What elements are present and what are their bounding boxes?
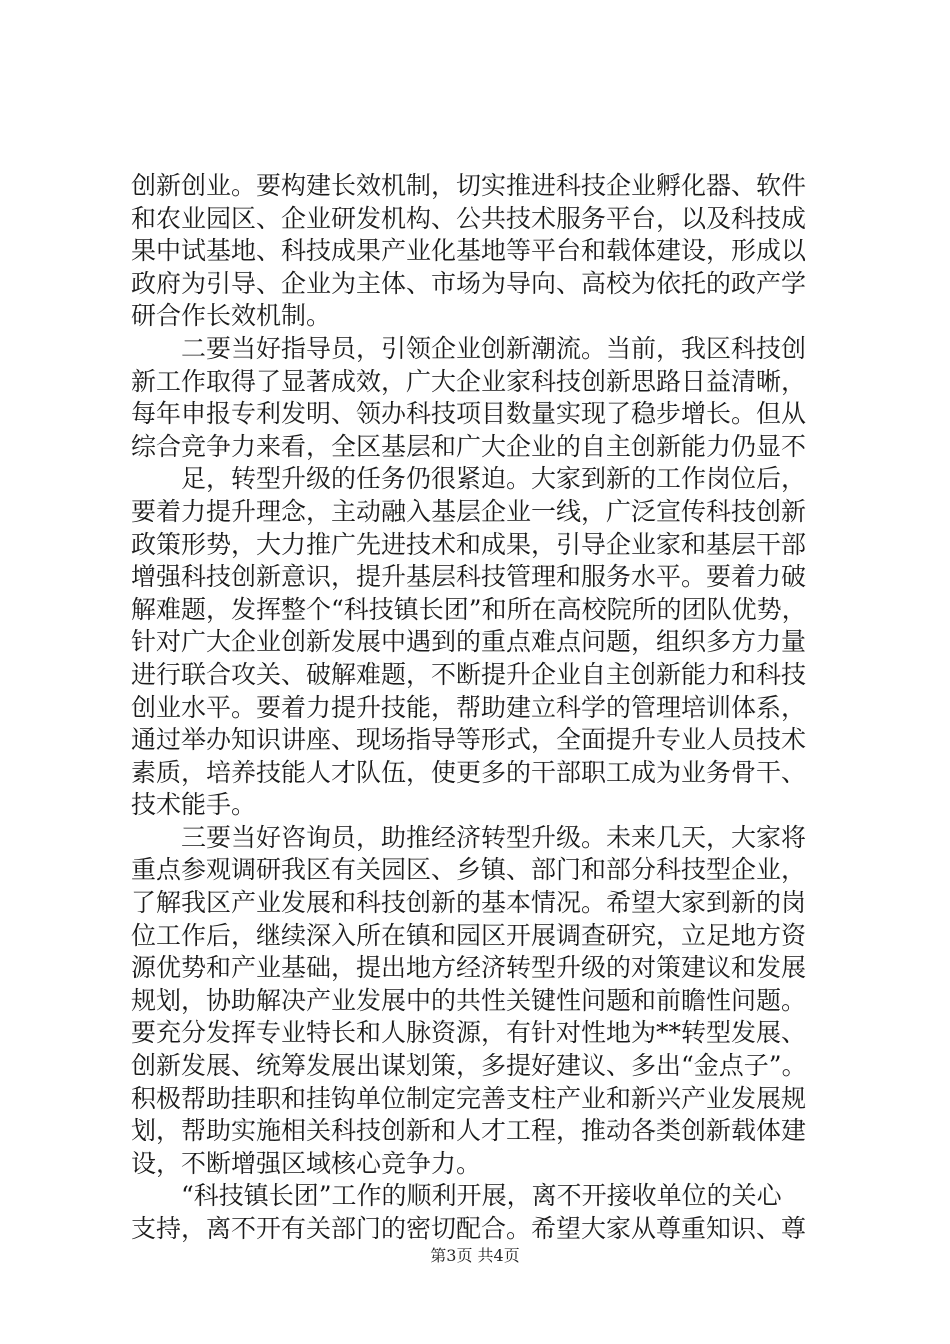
text-line: 要充分发挥专业特长和人脉资源，有针对性地为**转型发展、 xyxy=(131,1018,807,1048)
text-line: 二要当好指导员，引领企业创新潮流。当前，我区科技创 xyxy=(131,333,807,363)
text-line: 创新创业。要构建长效机制，切实推进科技企业孵化器、软件 xyxy=(131,171,807,200)
text-line: 重点参观调研我区有关园区、乡镇、部门和部分科技型企业， xyxy=(131,855,807,885)
text-line: 三要当好咨询员，助推经济转型升级。未来几天，大家将 xyxy=(131,822,807,852)
text-line: 果中试基地、科技成果产业化基地等平台和载体建设，形成以 xyxy=(131,236,807,266)
text-line: 针对广大企业创新发展中遇到的重点难点问题，组织多方力量 xyxy=(131,627,807,657)
text-line: 设，不断增强区域核心竞争力。 xyxy=(131,1148,482,1178)
text-line: 研合作长效机制。 xyxy=(131,301,332,331)
text-line: 源优势和产业基础，提出地方经济转型升级的对策建议和发展 xyxy=(131,953,807,983)
text-line: 创新发展、统筹发展出谋划策，多提好建议、多出“金点子”。 xyxy=(131,1051,807,1081)
text-line: 划，帮助实施相关科技创新和人才工程，推动各类创新载体建 xyxy=(131,1116,807,1146)
text-line: 要着力提升理念，主动融入基层企业一线，广泛宣传科技创新 xyxy=(131,496,807,526)
text-line: 通过举办知识讲座、现场指导等形式，全面提升专业人员技术 xyxy=(131,725,807,755)
text-line: 规划，协助解决产业发展中的共性关键性问题和前瞻性问题。 xyxy=(131,985,807,1015)
text-line: 积极帮助挂职和挂钩单位制定完善支柱产业和新兴产业发展规 xyxy=(131,1083,807,1113)
text-line: 位工作后，继续深入所在镇和园区开展调查研究，立足地方资 xyxy=(131,920,807,950)
text-line: 素质，培养技能人才队伍，使更多的干部职工成为业务骨干、 xyxy=(131,757,807,787)
text-line: 支持，离不开有关部门的密切配合。希望大家从尊重知识、尊 xyxy=(131,1214,807,1243)
text-line: 每年申报专利发明、领办科技项目数量实现了稳步增长。但从 xyxy=(131,399,807,429)
text-line: 进行联合攻关、破解难题，不断提升企业自主创新能力和科技 xyxy=(131,659,807,689)
text-line: 和农业园区、企业研发机构、公共技术服务平台，以及科技成 xyxy=(131,203,807,233)
page-footer xyxy=(0,1246,950,1266)
text-line: 新工作取得了显著成效，广大企业家科技创新思路日益清晰， xyxy=(131,366,807,396)
text-line: 足，转型升级的任务仍很紧迫。大家到新的工作岗位后， xyxy=(131,464,807,494)
page-number-label: 第3页 共4页 xyxy=(430,1246,520,1265)
text-line: 解难题，发挥整个“科技镇长团”和所在高校院所的团队优势， xyxy=(131,594,807,624)
text-line: 增强科技创新意识，提升基层科技管理和服务水平。要着力破 xyxy=(131,562,807,592)
text-line: 创业水平。要着力提升技能，帮助建立科学的管理培训体系， xyxy=(131,692,807,722)
text-line: 政府为引导、企业为主体、市场为导向、高校为依托的政产学 xyxy=(131,268,807,298)
text-line: 了解我区产业发展和科技创新的基本情况。希望大家到新的岗 xyxy=(131,888,807,918)
text-line: 技术能手。 xyxy=(131,790,257,820)
text-line: 政策形势，大力推广先进技术和成果，引导企业家和基层干部 xyxy=(131,529,807,559)
text-line: “科技镇长团”工作的顺利开展，离不开接收单位的关心 xyxy=(131,1181,782,1211)
body-text xyxy=(131,170,831,1246)
text-line: 综合竞争力来看，全区基层和广大企业的自主创新能力仍显不 xyxy=(131,431,807,461)
